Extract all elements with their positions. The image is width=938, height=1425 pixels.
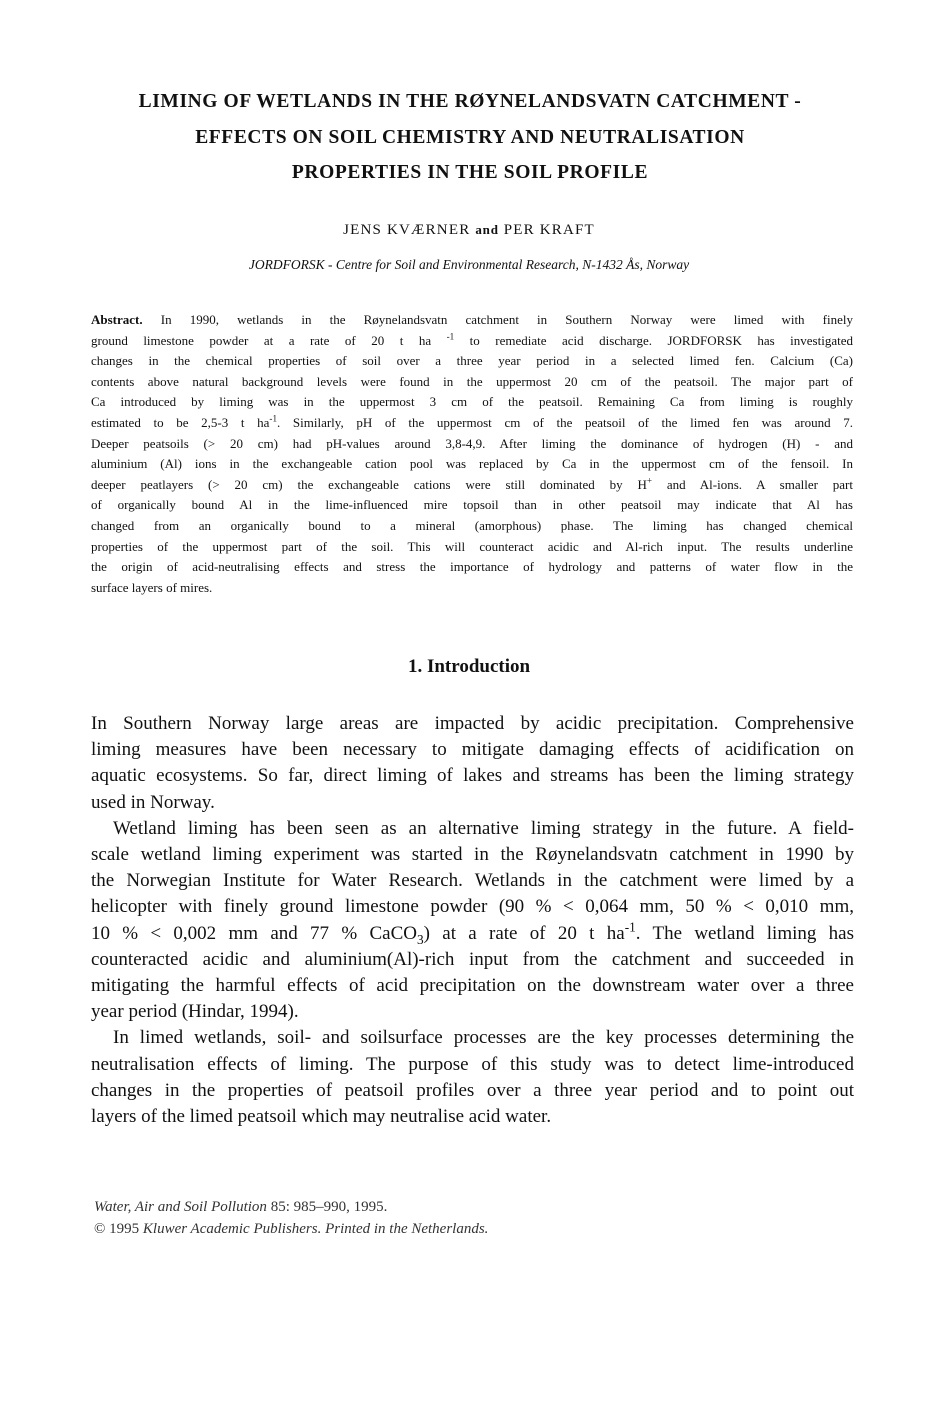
- abstract-line: aluminium (Al) ions in the exchangeable cation pool was replaced by Ca in the uppermost cm of the fensoil. In: [91, 456, 853, 472]
- journal-citation: [94, 1196, 488, 1218]
- affiliation: JORDFORSK - Centre for Soil and Environmental Research, N-1432 Ås, Norway: [248, 257, 690, 272]
- abstract: [91, 310, 853, 598]
- body-line: In Southern Norway large areas are impacted by acidic precipitation. Comprehensive: [91, 713, 854, 734]
- body-line: scale wetland liming experiment was started in the Røynelandsvatn catchment in 1990 by: [91, 844, 854, 866]
- author-1: JENS KVÆRNER: [343, 222, 471, 238]
- author-conjunction: and: [475, 222, 499, 237]
- abstract-line: Deeper peatsoils (> 20 cm) had pH-values around 3,8-4,9. After liming the dominance of hydrogen (H) - and: [91, 435, 853, 451]
- body-line: neutralisation effects of liming. The purpose of this study was to detect lime-introduced: [91, 1053, 854, 1075]
- body-line: liming measures have been necessary to mitigate damaging effects of acidification on: [91, 739, 854, 761]
- copyright-year: 1995: [109, 1221, 140, 1237]
- title-line-2: EFFECTS ON SOIL CHEMISTRY AND NEUTRALISATION: [195, 126, 745, 148]
- body-line: aquatic ecosystems. So far, direct liming of lakes and streams has been the liming strategy: [91, 765, 854, 787]
- author-2: PER KRAFT: [503, 222, 595, 238]
- abstract-line: Ca introduced by liming was in the uppermost 3 cm of the peatsoil. Remaining Ca from liming is roughly: [91, 394, 853, 410]
- body-line: counteracted acidic and aluminium(Al)-rich input from the catchment and succeeded in: [91, 948, 854, 970]
- title-line-1: LIMING OF WETLANDS IN THE RØYNELANDSVATN CATCHMENT -: [138, 91, 802, 112]
- abstract-line: properties of the uppermost part of the soil. This will counteract acidic and Al-rich input. The results underline: [91, 538, 853, 554]
- journal-name: Water, Air and Soil Pollution: [94, 1199, 267, 1215]
- body-line: Wetland liming has been seen as an alternative liming strategy in the future. A field-: [113, 817, 854, 839]
- abstract-line: changed from an organically bound to a mineral (amorphous) phase. The liming has changed chemical: [91, 517, 853, 533]
- abstract-line: contents above natural background levels were found in the uppermost 20 cm of the peatsoil. The major part of: [91, 373, 853, 389]
- citation-footer: [94, 1196, 488, 1240]
- abstract-line: changes in the chemical properties of soil over a three year period in a selected limed fen. Calcium (Ca): [91, 353, 853, 369]
- body-line: the Norwegian Institute for Water Research. Wetlands in the catchment were limed by a: [91, 870, 854, 892]
- abstract-line: ground limestone powder at a rate of 20 t ha $^{-1}$ to remediate acid discharge. JORDFORSK has investigated: [91, 331, 853, 348]
- copyright-icon: ©: [94, 1221, 106, 1237]
- journal-volume: 85: [270, 1199, 286, 1215]
- title-line-3: PROPERTIES IN THE SOIL PROFILE: [291, 162, 649, 183]
- abstract-line: estimated to be 2,5-3 t $ha^{-1}$. Similarly, pH of the uppermost cm of the peatsoil of the limed fen was around 7.: [91, 413, 853, 430]
- section-heading-introduction: 1. Introduction: [407, 656, 531, 677]
- body-line: 10 % < 0,002 mm and 77 % CaCO$_3$) at a rate of 20 t $ha^{-1}$. The wetland liming has: [91, 919, 854, 947]
- publisher: Kluwer Academic Publishers. Printed in the Netherlands.: [142, 1221, 489, 1237]
- body-line: layers of the limed peatsoil which may neutralise acid water.: [91, 1106, 552, 1128]
- abstract-line: surface layers of mires.: [91, 579, 213, 595]
- copyright-line: [94, 1218, 488, 1240]
- abstract-line: the origin of acid-neutralising effects and stress the importance of hydrology and patterns of water flow in the: [91, 559, 853, 575]
- body-line: mitigating the harmful effects of acid precipitation on the downstream water over a three: [91, 975, 854, 997]
- abstract-line: Abstract. In 1990, wetlands in the Røynelandsvatn catchment in Southern Norway were limed with finely: [91, 312, 853, 327]
- abstract-line: of organically bound Al in the lime-influenced mire topsoil than in other peatsoil may indicate that Al has: [91, 497, 853, 513]
- paper-title: [80, 84, 860, 191]
- introduction-body: [91, 711, 854, 1130]
- body-line: changes in the properties of peatsoil profiles over a three year period and to point out: [91, 1079, 854, 1101]
- body-line: In limed wetlands, soil- and soilsurface processes are the key processes determining the: [113, 1027, 854, 1049]
- author-list: [0, 222, 938, 239]
- abstract-label: Abstract.: [91, 312, 143, 327]
- journal-pages: : 985–990, 1995.: [285, 1199, 388, 1215]
- body-line: helicopter with finely ground limestone powder (90 % < 0,064 mm, 50 % < 0,010 mm,: [91, 896, 854, 918]
- abstract-line: deeper peatlayers (> 20 cm) the exchangeable cations were still dominated by H+ and Al-ions. A smaller part: [91, 475, 853, 492]
- body-line: year period (Hindar, 1994).: [91, 1001, 299, 1023]
- body-line: used in Norway.: [91, 791, 215, 813]
